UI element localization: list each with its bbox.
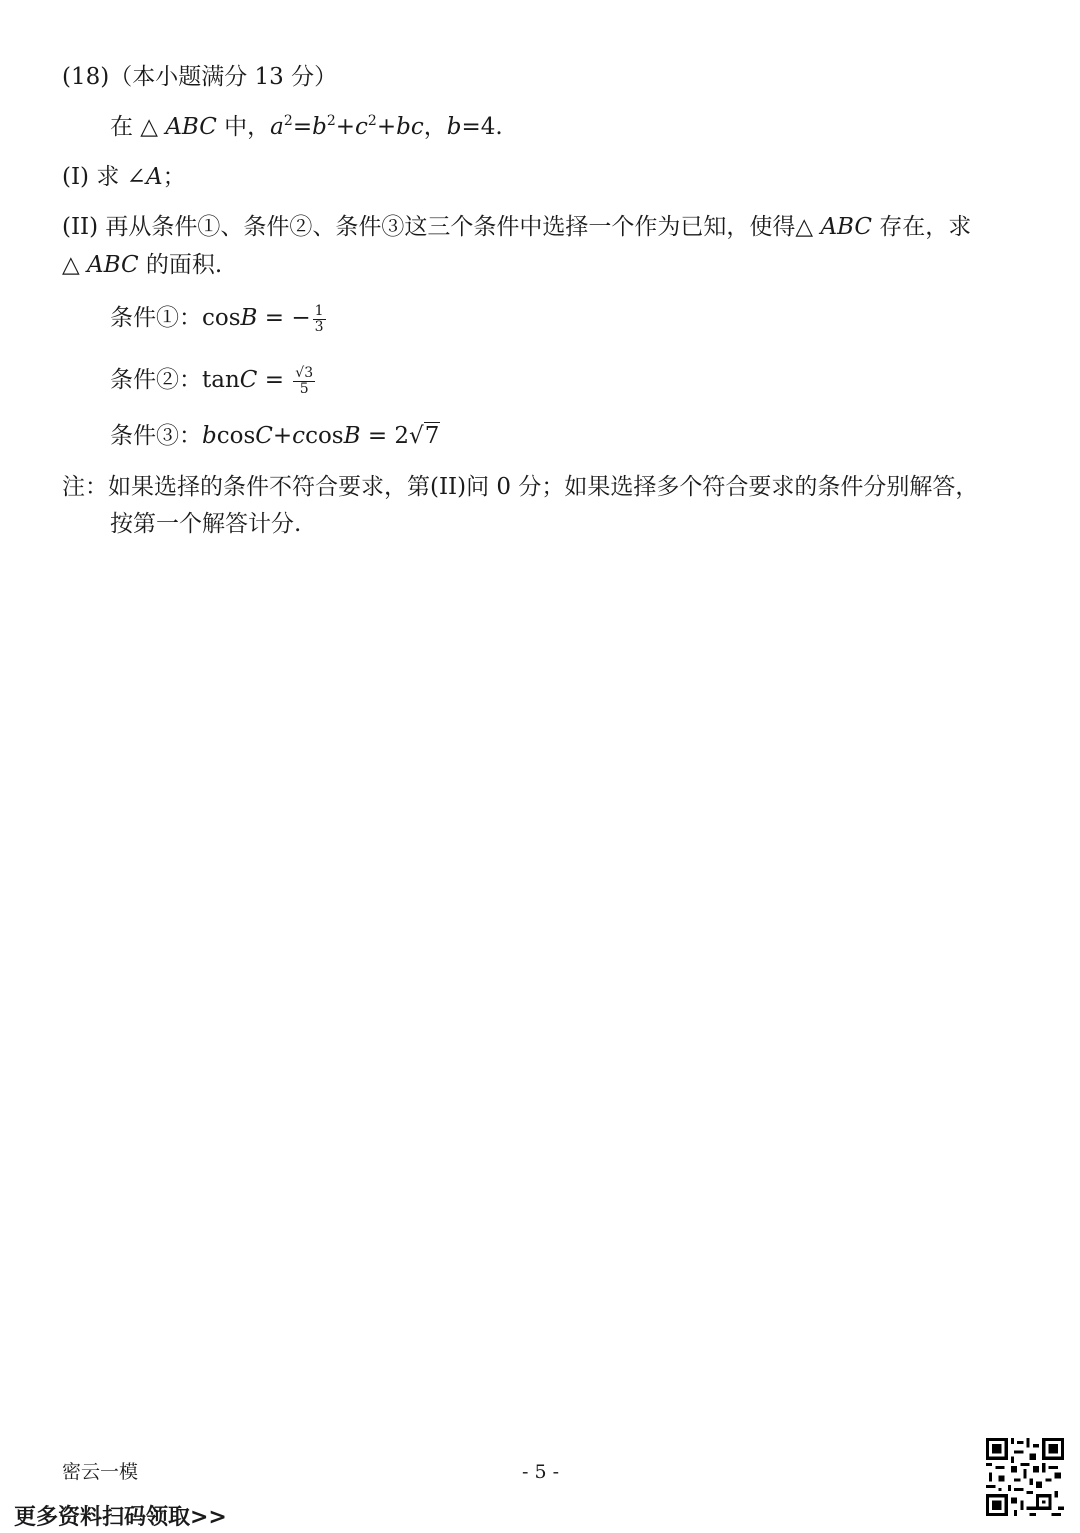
condition-3: 条件③：bcosC+ccosB = 2√7 [110, 423, 440, 449]
condition-1: 条件①：cosB = − $\frac{1}{3}$ [110, 302, 324, 335]
page-number: - 5 - [522, 1461, 560, 1483]
part-two-line1: (II) 再从条件①、条件②、条件③这三个条件中选择一个作为已知，使得△ ABC 存在，求 [62, 214, 972, 240]
promo-text[interactable]: 更多资料扫码领取>> [14, 1505, 227, 1530]
footer-left: 密云一模 [62, 1461, 139, 1483]
fraction: $\frac{√3}{5}$ [295, 364, 314, 397]
condition-2: 条件②：tanC = $\frac{√3}{5}$ [110, 364, 314, 397]
qr-code-icon[interactable] [986, 1438, 1064, 1516]
note-line2: 按第一个解答计分. [110, 511, 302, 537]
note-line1: 注：如果选择的条件不符合要求，第(II)问 0 分；如果选择多个符合要求的条件分别解答， [62, 474, 979, 500]
part-two-line2: △ ABC 的面积. [62, 252, 223, 278]
part-one: (I) 求 ∠A； [62, 164, 186, 190]
problem-score: （本小题满分 13 分） [109, 64, 338, 90]
fraction: $\frac{1}{3}$ [314, 302, 324, 335]
problem-header [62, 62, 337, 92]
problem-given: 在 △ ABC 中，$a^2=b^2+c^2+bc$，b=4. [110, 113, 503, 140]
problem-number: (18) [62, 64, 110, 90]
sqrt-expression: √7 [409, 423, 440, 449]
